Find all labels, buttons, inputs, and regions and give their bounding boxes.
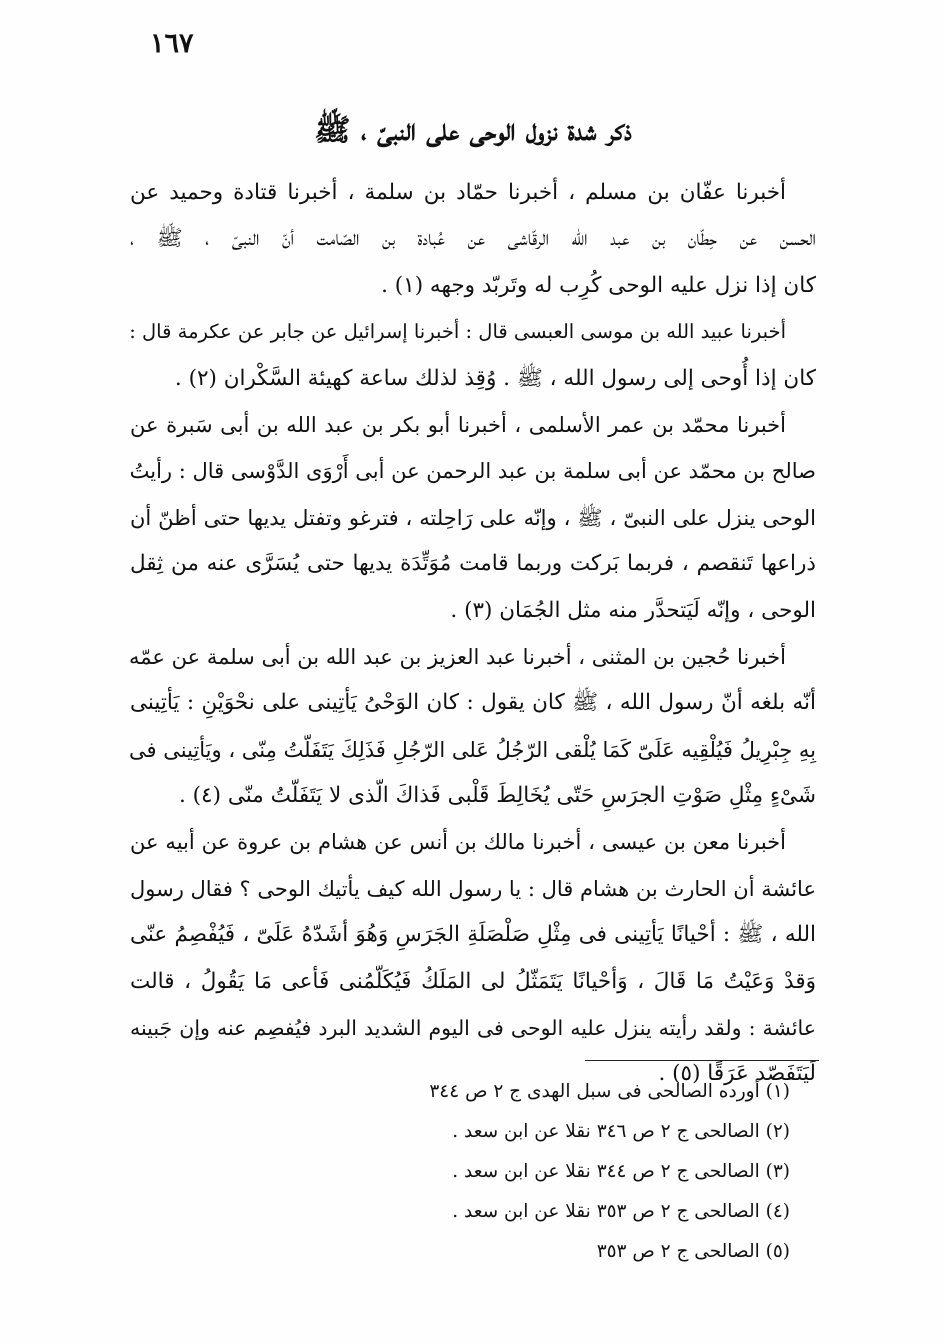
paragraph-2 xyxy=(130,309,816,402)
footnote: (٣) الصالحى ج ٢ ص ٣٤٤ نقلا عن ابن سعد . xyxy=(452,1161,790,1182)
text-line: الله ، ﷺ : أحْيانًا يَأتِينى فى مِثْلِ صَلْصَلَةِ الجَرَسِ وَهُوَ أشَدّهُ عَلَىّ ، فَيُفْصِمُ عنّى xyxy=(130,922,816,948)
text-line: الوحى ، وإنّه لَيَتحدَّر منه مثل الجُمَان (٣) . xyxy=(450,597,816,623)
body-text xyxy=(130,170,816,1098)
text-line: صالح بن محمّد عن أبى سلمة بن عبد الرحمن عن أبى أَرْوَى الدَّوْسى قال : رأيتُ xyxy=(129,459,816,484)
text-line: وَقدْ وَعَيْتُ مَا قَالَ ، وَأحْيانًا يَتَمَثّلُ لى المَلَكُ فَيُكَلّمُنى فَأعى مَا يَقُولُ ، قالت xyxy=(130,968,816,994)
text-line: عائشة أن الحارث بن هشام قال : يا رسول الله كيف يأتيك الوحى ؟ فقال رسول xyxy=(130,876,816,901)
paragraph-4 xyxy=(130,634,816,820)
footnote: (١) أورده الصالحى فى سبل الهدى ج ٢ ص ٣٤٤ xyxy=(429,1081,790,1102)
text-line: أخبرنا عبيد الله بن موسى العبسى قال : أخبرنا إسرائيل عن جابر عن عكرمة قال : xyxy=(129,320,786,344)
text-line: أخبرنا عفّان بن مسلم ، أخبرنا حمّاد بن سلمة ، أخبرنا قتادة وحميد عن xyxy=(130,180,786,205)
text-line: أخبرنا محمّد بن عمر الأسلمى ، أخبرنا أبو بكر بن عبد الله بن أبى سَبرة عن xyxy=(130,412,786,437)
paragraph-5 xyxy=(130,819,816,1097)
footnote-divider xyxy=(585,1060,819,1061)
text-line: كان إذا نزل عليه الوحى كُرِب له وتَربّد وجهه (١) . xyxy=(381,272,816,298)
text-line: بِهِ جِبْرِيلُ فَيُلْقِيه عَلَىّ كَمَا يُلْقى الرّجُلُ عَلى الرّجُلِ فَذَلِكَ يَتَفَلّتُ مِنّى ، ويَأتِينى فى xyxy=(129,737,816,762)
text-line: لَيَتَفَصّد عَرَقًا (٥) . xyxy=(658,1061,816,1087)
text-line: الحسن عن حِطّان بن عبد الله الرقّاشى عن عُبادة بن الصّامت أنّ النبىّ ، ﷺ ، xyxy=(130,226,816,252)
footnote: (٤) الصالحى ج ٢ ص ٣٥٣ نقلا عن ابن سعد . xyxy=(452,1201,790,1222)
text-line: أنّه بلغه أنّ رسول الله ، ﷺ كان يقول : كان الوَحْىُ يَأتِينى على نحْوَيْنِ : يَأتِينى xyxy=(130,690,816,716)
footnotes xyxy=(300,1072,790,1272)
paragraph-1 xyxy=(130,170,816,309)
text-line: كان إذا أُوحى إلى رسول الله ، ﷺ . وُقِذ لذلك ساعة كهيئة السَّكْران (٢) . xyxy=(174,365,816,391)
page-number: ١٦٧ xyxy=(150,28,194,59)
section-heading: ذكر شدة نزول الوحى على النبىّ ، ﷺ xyxy=(314,113,632,148)
footnote: (٥) الصالحى ج ٢ ص ٣٥٣ xyxy=(596,1241,790,1262)
text-line: ذراعها تَنقصم ، فربما بَركت وربما قامت مُوَتِّدَة يديها حتى يُسَرَّى عنه من ثِقل xyxy=(130,551,816,577)
paragraph-3 xyxy=(130,402,816,634)
footnote: (٢) الصالحى ج ٢ ص ٣٤٦ نقلا عن ابن سعد . xyxy=(452,1121,790,1142)
text-line: عائشة : ولقد رأيته ينزل عليه الوحى فى اليوم الشديد البرد فيُفصِم عنه وإن جَبينه xyxy=(130,1016,816,1041)
text-line: أخبرنا معن بن عيسى ، أخبرنا مالك بن أنس عن هشام بن عروة عن أبيه عن xyxy=(130,830,786,855)
text-line: أخبرنا حُجين بن المثنى ، أخبرنا عبد العزيز بن عبد الله بن أبى سلمة عن عمّه xyxy=(129,644,786,669)
text-line: شَىْءٍ مِثْلِ صَوْتِ الجرَسِ حَتّى يُخَالِطَ قَلْبى فَذاكَ الّذى لا يَتَفَلّتُ منّى (٤) . xyxy=(178,783,816,809)
text-line: الوحى ينزل على النبىّ ، ﷺ ، وإنّه على رَاحِلته ، فترغو وتفتل يديها حتى أظنّ أن xyxy=(130,505,816,530)
